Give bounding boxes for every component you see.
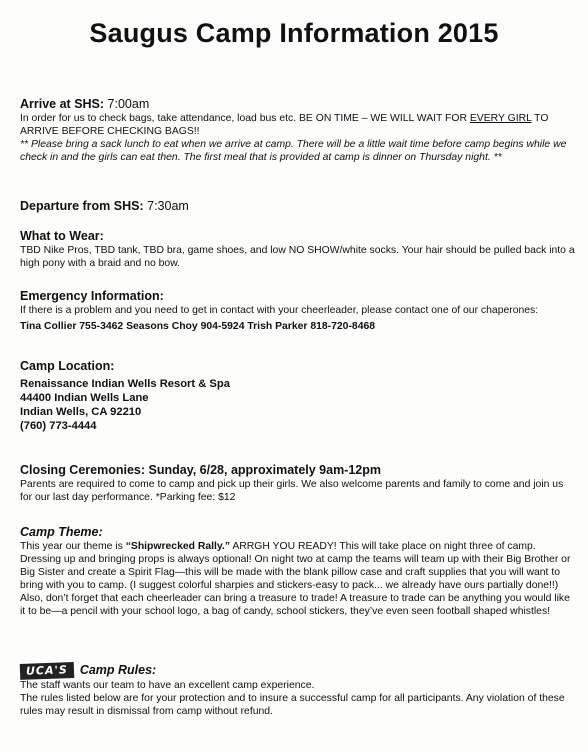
location-phone: (760) 773-4444: [20, 420, 97, 432]
theme-section: [20, 524, 576, 618]
departure-section: [20, 198, 576, 214]
closing-section: [20, 462, 576, 504]
arrive-body: [20, 112, 576, 138]
emergency-heading: Emergency Information:: [20, 289, 164, 303]
theme-name: “Shipwrecked Rally.”: [125, 541, 231, 552]
arrive-label: Arrive at SHS:: [20, 97, 105, 111]
closing-heading: Closing Ceremonies: Sunday, 6/28, approximately 9am-12pm: [20, 463, 381, 477]
rules-line2: The rules listed below are for your protection and to insure a successful camp for all participants. Any violation of these rules may result in dismissal from camp without refund.: [20, 693, 565, 717]
arrive-time: 7:00am: [107, 97, 150, 111]
closing-body: Parents are required to come to camp and pick up their girls. We also welcome parents and family to come and join us for our last day performance. *Parking fee: $12: [20, 479, 564, 503]
location-line3: Indian Wells, CA 92210: [20, 406, 142, 418]
arrive-body-part2: TO ARRIVE BEFORE CHECKING BAGS!!: [20, 113, 549, 137]
departure-label: Departure from SHS:: [20, 199, 144, 213]
emergency-contacts: Tina Collier 755-3462 Seasons Choy 904-5924 Trish Parker 818-720-8468: [20, 321, 376, 332]
uca-sticker: UCA'S: [20, 662, 74, 680]
rules-line1: The staff wants our team to have an excellent camp experience.: [20, 680, 315, 691]
arrive-note: ** Please bring a sack lunch to eat when we arrive at camp. There will be a little wait time before camp begins while we check in and the girls can eat then. The first meal that is provided at camp is dinner on Thursday night. **: [20, 139, 567, 163]
theme-body-text: ARRGH YOU READY! This will take place on night three of camp. Dressing up and bringing props is always optional! On night two at camp the teams will team up with their Big Brother or Big Sister and create a Spirit Flag—this will be made with the blank pillow case and craft supplies that you will want to bring with you to camp. (I suggest colorful sharpies and stickers-easy to pack... we already have ours partially done!!) Also, don’t forget that each cheerleader can bring a treasure to trade! A treasure to trade can be anything you would like it to be—a pencil with your school logo, a bag of candy, school stickers, they’ve even seen football shaped whistles!: [20, 541, 571, 617]
wear-heading: What to Wear:: [20, 229, 104, 243]
location-line1: Renaissance Indian Wells Resort & Spa: [20, 378, 230, 390]
wear-body: TBD Nike Pros, TBD tank, TBD bra, game shoes, and low NO SHOW/white socks. Your hair should be pulled back into a high pony with a braid and no bow.: [20, 245, 575, 269]
arrive-section: [20, 96, 576, 164]
arrive-heading: [20, 96, 576, 112]
arrive-body-underline: EVERY GIRL: [469, 113, 532, 124]
location-section: [20, 358, 576, 433]
emergency-body: If there is a problem and you need to get in contact with your cheerleader, please contact one of our chaperones:: [20, 305, 539, 316]
theme-intro: This year our theme is: [20, 541, 126, 552]
location-line2: 44400 Indian Wells Lane: [20, 392, 149, 404]
page-title: Saugus Camp Information 2015: [89, 18, 499, 48]
location-heading: Camp Location:: [20, 359, 115, 373]
departure-heading: [20, 198, 576, 214]
rules-section: [20, 662, 576, 718]
emergency-section: [20, 288, 576, 333]
departure-time: 7:30am: [147, 199, 189, 213]
rules-heading: Camp Rules:: [79, 663, 157, 677]
arrive-body-part1: In order for us to check bags, take attendance, load bus etc. BE ON TIME – WE WILL WAIT FOR: [20, 113, 470, 124]
rules-heading-row: [20, 662, 576, 679]
wear-section: [20, 228, 576, 270]
theme-heading: Camp Theme:: [20, 525, 103, 539]
theme-body: [20, 540, 576, 618]
